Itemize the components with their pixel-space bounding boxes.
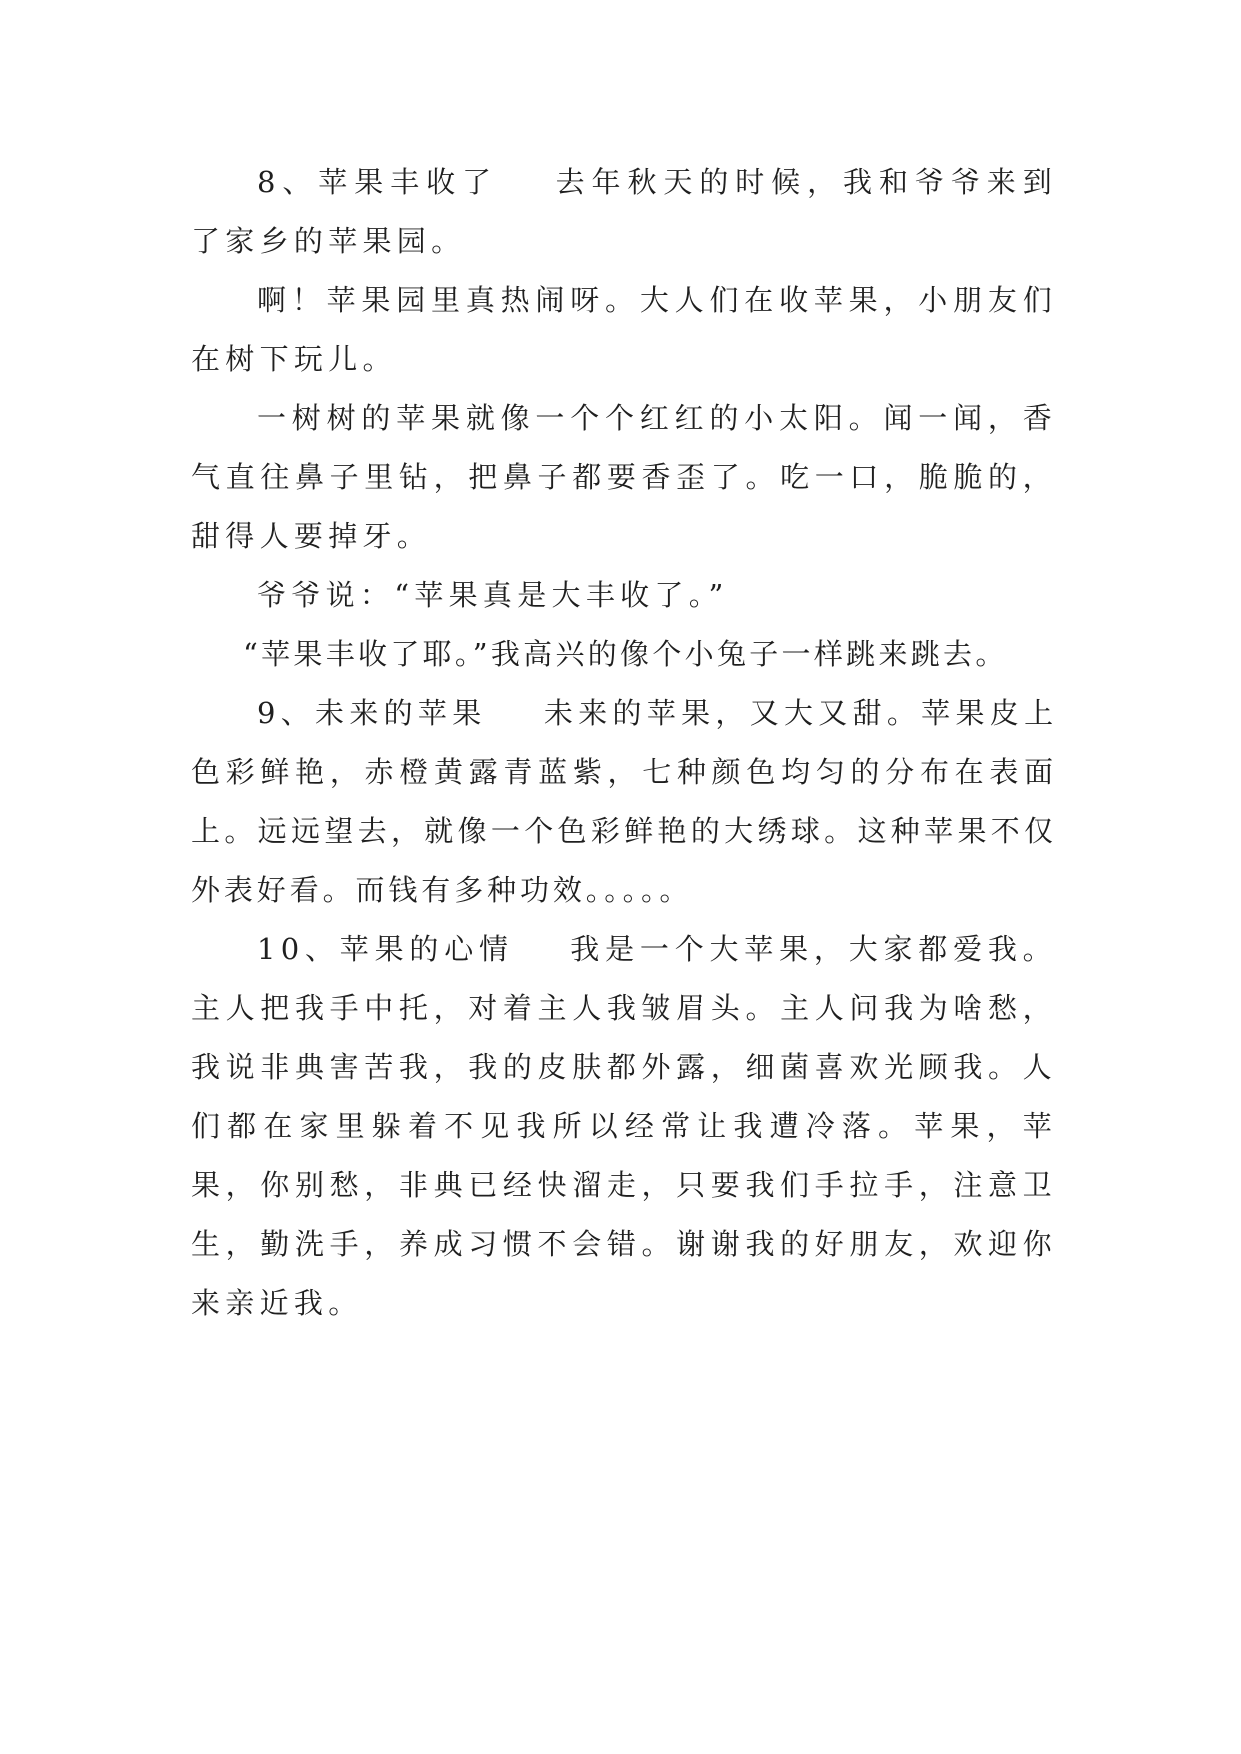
paragraph — [191, 389, 1057, 566]
paragraph-text: 去年秋天的时候，我和爷爷来到了家乡的苹果园。 — [191, 165, 1057, 258]
paragraph-apple-mood-heading — [191, 920, 1057, 1333]
paragraph-future-apple-heading — [191, 684, 1057, 920]
paragraph-apple-harvest-heading — [191, 153, 1057, 271]
section-heading: 9、未来的苹果 — [257, 696, 487, 730]
section-heading: 8、苹果丰收了 — [257, 165, 498, 199]
paragraph-text: “苹果丰收了耶。”我高兴的像个小兔子一样跳来跳去。 — [243, 637, 1008, 671]
paragraph-text: 未来的苹果，又大又甜。苹果皮上色彩鲜艳，赤橙黄露青蓝紫，七种颜色均匀的分布在表面上。远远望去，就像一个色彩鲜艳的大绣球。这种苹果不仅外表好看。而钱有多种功效。。。。。 — [191, 696, 1057, 907]
paragraph — [191, 625, 1057, 684]
paragraph-text: 爷爷说：“苹果真是大丰收了。” — [257, 578, 729, 612]
paragraph-text: 我是一个大苹果，大家都爱我。主人把我手中托，对着主人我皱眉头。主人问我为啥愁，我说非典害苦我，我的皮肤都外露，细菌喜欢光顾我。人们都在家里躲着不见我所以经常让我遭冷落。苹果，苹果，你别愁，非典已经快溜走，只要我们手拉手，注意卫生，勤洗手，养成习惯不会错。谢谢我的好朋友，欢迎你来亲近我。 — [191, 932, 1057, 1320]
paragraph — [191, 566, 1057, 625]
paragraph-text: 一树树的苹果就像一个个红红的小太阳。闻一闻，香气直往鼻子里钻，把鼻子都要香歪了。吃一口，脆脆的，甜得人要掉牙。 — [191, 401, 1057, 553]
paragraph — [191, 271, 1057, 389]
document-body — [191, 153, 1057, 1333]
section-heading: 10、苹果的心情 — [257, 932, 514, 966]
paragraph-text: 啊！苹果园里真热闹呀。大人们在收苹果，小朋友们在树下玩儿。 — [191, 283, 1057, 376]
